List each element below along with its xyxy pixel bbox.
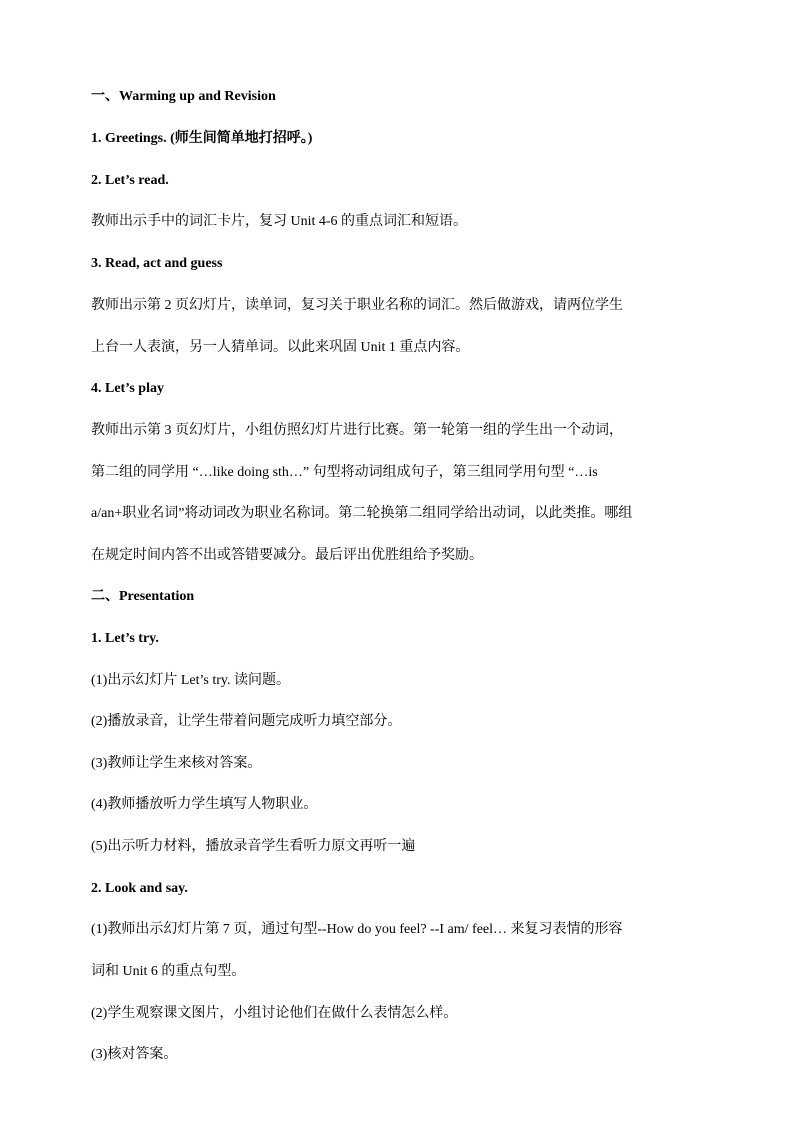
step-lets-try-5: (5)出示听力材料，播放录音学生看听力原文再听一遍	[91, 839, 416, 854]
step-look-and-say-2: (2)学生观察课文图片，小组讨论他们在做什么表情怎么样。	[91, 1006, 458, 1021]
paragraph-read-act-guess-line-2: 上台一人表演，另一人猜单词。以此来巩固 Unit 1 重点内容。	[91, 340, 470, 355]
step-lets-try-3: (3)教师让学生来核对答案。	[91, 756, 262, 771]
item-look-and-say: 2. Look and say.	[91, 881, 188, 896]
step-lets-try-2: (2)播放录音，让学生带着问题完成听力填空部分。	[91, 714, 402, 729]
item-read-act-guess: 3. Read, act and guess	[91, 256, 223, 271]
step-look-and-say-1-line-1: (1)教师出示幻灯片第 7 页，通过句型--How do you feel? --I am/ feel… 来复习表情的形容	[91, 922, 623, 937]
item-greetings	[91, 129, 711, 149]
paragraph-lets-play-line-1: 教师出示第 3 页幻灯片，小组仿照幻灯片进行比赛。第一轮第一组的学生出一个动词，	[91, 423, 623, 438]
section-heading-warming-up: 一、Warming up and Revision	[91, 89, 276, 104]
item-lets-read: 2. Let’s read.	[91, 173, 169, 188]
item-lets-play: 4. Let’s play	[91, 381, 164, 396]
step-look-and-say-3: (3)核对答案。	[91, 1047, 178, 1062]
step-look-and-say-1-line-2: 词和 Unit 6 的重点句型。	[91, 964, 246, 979]
paragraph-read-act-guess-line-1: 教师出示第 2 页幻灯片，读单词，复习关于职业名称的词汇。然后做游戏，请两位学生	[91, 298, 623, 313]
item-greetings-text: 1. Greetings. (师生间简单地打招呼。)	[91, 131, 313, 146]
item-lets-try: 1. Let’s try.	[91, 631, 159, 646]
paragraph-lets-play-line-4: 在规定时间内答不出或答错要减分。最后评出优胜组给予奖励。	[91, 548, 483, 563]
paragraph-lets-play-line-3: a/an+职业名词”将动词改为职业名称词。第二轮换第二组同学给出动词，以此类推。哪组	[91, 506, 633, 521]
step-lets-try-4: (4)教师播放听力学生填写人物职业。	[91, 797, 318, 812]
paragraph-lets-read: 教师出示手中的词汇卡片，复习 Unit 4-6 的重点词汇和短语。	[91, 214, 468, 229]
section-heading-presentation: 二、Presentation	[91, 589, 195, 604]
step-lets-try-1: (1)出示幻灯片 Let’s try. 读问题。	[91, 673, 290, 688]
paragraph-lets-play-line-2: 第二组的同学用 “…like doing sth…” 句型将动词组成句子，第三组同学用句型 “…is	[91, 465, 598, 480]
